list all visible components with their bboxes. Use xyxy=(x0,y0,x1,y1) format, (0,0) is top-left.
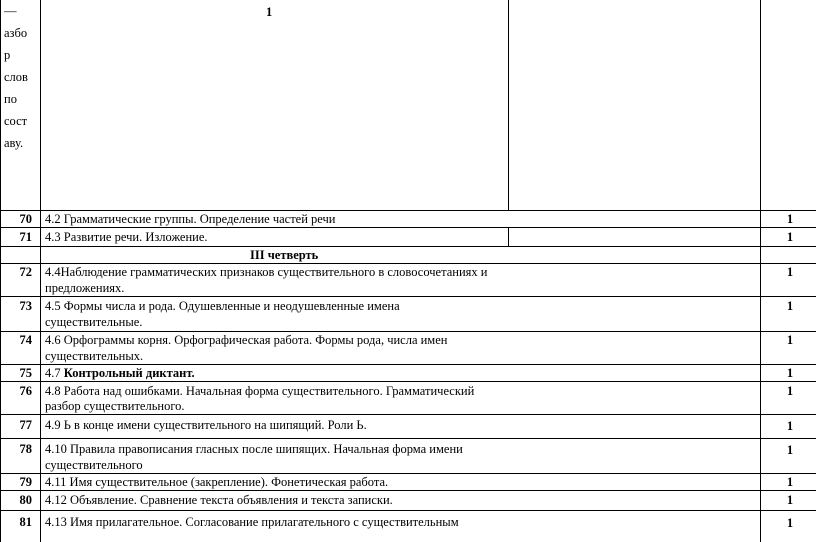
row-number: 70 xyxy=(19,212,32,226)
fragment-line: р xyxy=(4,48,11,62)
row-number: 74 xyxy=(19,333,32,347)
row-topic: 4.11 Имя существительное (закрепление). Фонетическая работа. xyxy=(45,475,389,489)
fragment-line: — xyxy=(4,4,17,18)
row-topic: 4.12 Объявление. Сравнение текста объявления и текста записки. xyxy=(45,493,393,507)
row-topic xyxy=(45,365,195,381)
row-hours: 1 xyxy=(786,443,794,457)
row-topic-cont: существительных. xyxy=(45,349,144,363)
row-hours: 1 xyxy=(786,516,794,530)
grid-line-row xyxy=(0,490,816,491)
row-topic: 4.6 Орфограммы корня. Орфографическая работа. Формы рода, числа имен xyxy=(45,333,448,347)
row-hours: 1 xyxy=(786,212,794,226)
row-number: 72 xyxy=(19,265,32,279)
header-hours: 1 xyxy=(266,5,273,19)
grid-line-row xyxy=(0,246,816,247)
row-topic-cont: существительного xyxy=(45,458,143,472)
grid-line-row xyxy=(0,381,816,382)
fragment-line: сост xyxy=(4,114,28,128)
row-hours: 1 xyxy=(786,366,794,380)
row-number: 75 xyxy=(19,366,32,380)
row-topic-cont: разбор существительного. xyxy=(45,399,185,413)
row-topic: 4.2 Грамматические группы. Определение частей речи xyxy=(45,212,336,226)
fragment-line: аву. xyxy=(4,136,24,150)
fragment-line: слов xyxy=(4,70,28,84)
row-hours: 1 xyxy=(786,475,794,489)
row-topic: 4.3 Развитие речи. Изложение. xyxy=(45,230,208,244)
grid-line-row xyxy=(0,510,816,511)
row-hours: 1 xyxy=(786,299,794,313)
row-number: 78 xyxy=(19,442,32,456)
row-topic-cont: предложениях. xyxy=(45,281,125,295)
row-topic: 4.9 Ь в конце имени существительного на шипящий. Роли Ь. xyxy=(45,418,367,432)
grid-line-row xyxy=(0,227,816,228)
fragment-line: по xyxy=(4,92,17,106)
grid-line-row xyxy=(0,414,816,415)
row-number: 81 xyxy=(19,515,32,529)
row-hours: 1 xyxy=(786,230,794,244)
row-hours: 1 xyxy=(786,493,794,507)
row-topic: 4.5 Формы числа и рода. Одушевленные и неодушевленные имена xyxy=(45,299,400,313)
row-hours: 1 xyxy=(786,384,794,398)
row-topic: 4.8 Работа над ошибками. Начальная форма существительного. Грамматический xyxy=(45,384,475,398)
grid-line-row xyxy=(0,438,816,439)
row-hours: 1 xyxy=(786,265,794,279)
row-number: 79 xyxy=(19,475,32,489)
row-number: 80 xyxy=(19,493,32,507)
row-hours: 1 xyxy=(786,419,794,433)
row-topic: 4.4Наблюдение грамматических признаков существительного в словосочетаниях и xyxy=(45,265,488,279)
fragment-line: азбо xyxy=(4,26,28,40)
row-number: 73 xyxy=(19,299,32,313)
row-number: 77 xyxy=(19,418,32,432)
grid-line-row xyxy=(0,296,816,297)
row-topic: 4.13 Имя прилагательное. Согласование прилагательного с существительным xyxy=(45,515,459,529)
grid-line-topic-lower xyxy=(508,227,509,247)
row-topic-cont: существительные. xyxy=(45,315,143,329)
header-left-fragment xyxy=(4,0,40,154)
grid-line-topic xyxy=(508,0,509,210)
row-number: 76 xyxy=(19,384,32,398)
row-topic-code: 4.7 xyxy=(45,366,64,380)
quarter-heading: III четверть xyxy=(250,248,319,262)
row-number: 71 xyxy=(19,230,32,244)
grid-line-num xyxy=(40,0,41,542)
row-topic-bold: Контрольный диктант. xyxy=(63,366,195,380)
row-hours: 1 xyxy=(786,333,794,347)
row-topic: 4.10 Правила правописания гласных после шипящих. Начальная форма имени xyxy=(45,442,463,456)
